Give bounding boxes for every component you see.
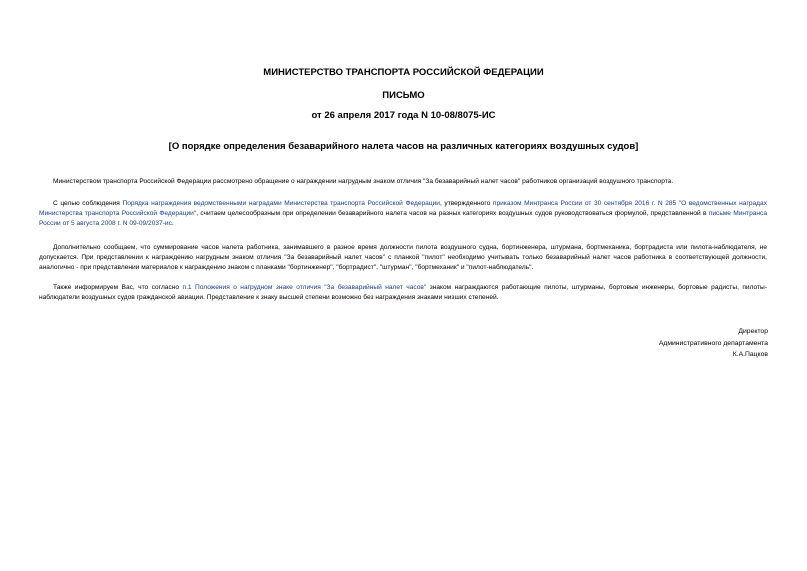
link-awards-procedure[interactable]: Порядка награждения ведомственными наградами Министерства транспорта Российской Федерации [122,199,440,207]
paragraph-2-text-3: , считаем целесообразным при определении безаварийного налета часов на разных категориях воздушных судов руководствоваться формулой, представленной в [196,209,709,217]
paragraph-2-text-2: , утвержденного [439,199,493,207]
paragraph-2-text-1: С целью соблюдения [53,199,123,207]
signature-title: Директор [738,328,768,335]
paragraph-2 [39,199,767,229]
paragraph-4-text-2: знаком награждаются работающие пилоты, штурманы, бортовые инженеры, бортовые радисты, пилоты-наблюдатели воздушных судов гражданской авиации. Представление к знаку высшей степени возможно без награждения знаками низших степеней. [39,283,767,301]
ministry-heading: МИНИСТЕРСТВО ТРАНСПОРТА РОССИЙСКОЙ ФЕДЕРАЦИИ [263,67,544,78]
subject-heading: [О порядке определения безаварийного налета часов на различных категориях воздушных судов] [168,141,639,152]
paragraph-2-text-4: . [171,219,174,227]
paragraph-3: Дополнительно сообщаем, что суммирование часов налета работника, занимавшего в разное время должности пилота воздушного судна, бортинженера, штурмана, бортмеханика, бортрадиста или пилота-наблюдателя, не допускается. При представлении к награждению нагрудным знаком отличия "За безаварийный налет часов" с планкой "пилот" необходимо учитывать только безаварийный налет часов работника в соответствующей должности, аналогично - при представлении материалов к награждению знаком с планками "бортинженер", "бортрадист", "штурман", "бортмеханик" и "пилот-наблюдатель". [39,243,767,271]
signature-name: К.А.Пацков [732,351,768,358]
document-type-heading: ПИСЬМО [382,90,425,101]
paragraph-1: Министерством транспорта Российской Федерации рассмотрено обращение о награждении нагрудным знаком отличия "За безаварийный налет часов" работников организаций воздушного транспорта. [53,177,674,185]
signature-department: Административного департамента [658,340,768,347]
link-order-285[interactable]: приказом Минтранса России от 30 сентября 2016 г. N 285 "О ведомственных наградах Министерства транспорта Российской Федерации" [39,199,767,217]
paragraph-4 [39,283,767,303]
date-number-heading: от 26 апреля 2017 года N 10-08/8075-ИС [311,110,496,121]
link-letter-2008[interactable]: письме Минтранса России от 5 августа 2008 г. N 09-09/2037-ис [39,209,768,227]
paragraph-4-text-1: Также информируем Вас, что согласно [53,283,183,291]
link-badge-regulation[interactable]: п.1 Положения о нагрудном знаке отличия "За безаварийный налет часов" [182,283,427,291]
